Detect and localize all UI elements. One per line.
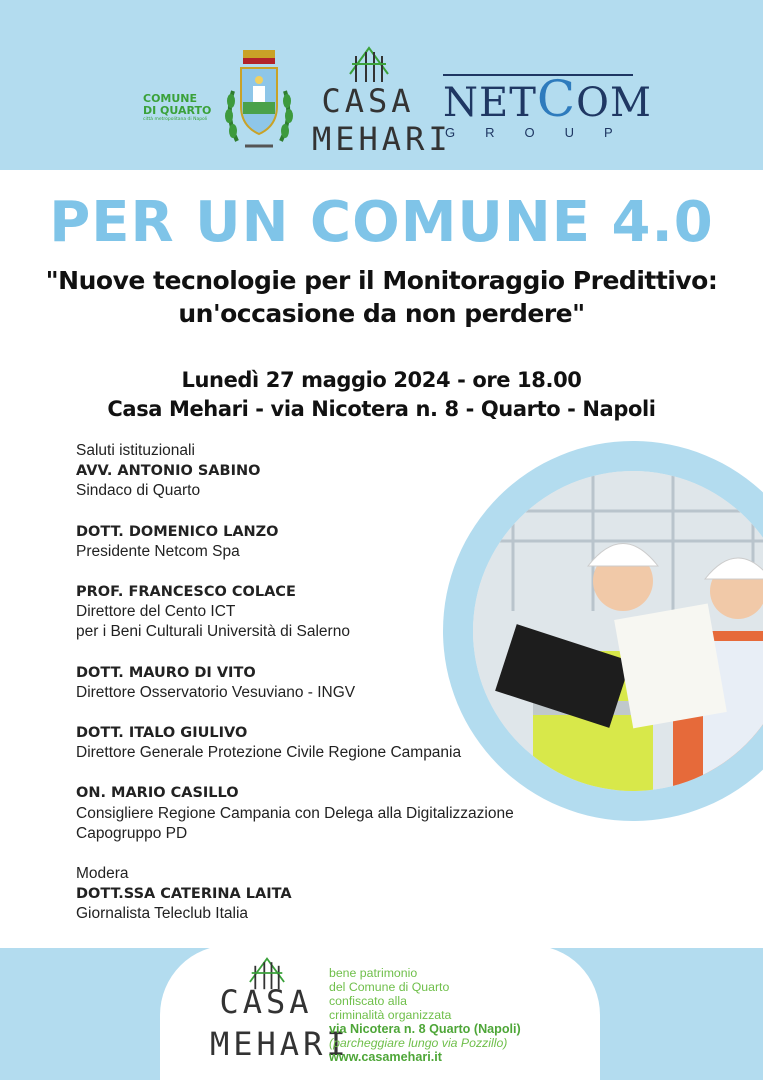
comune-name-line2: DI QUARTO [143,104,212,117]
speakers-list [76,441,576,945]
date-line: Lunedì 27 maggio 2024 - ore 18.00 [181,368,582,392]
subtitle-line1: "Nuove tecnologie per il Monitoraggio Predittivo: [45,266,718,295]
footer-address: via Nicotera n. 8 Quarto (Napoli) [329,1022,521,1036]
speaker-name: DOTT. DOMENICO LANZO [76,523,279,540]
subtitle-line2: un'occasione da non perdere" [178,299,585,328]
netcom-c: C [536,70,577,128]
netcom-group-logo [443,70,652,150]
moderator-role: Giornalista Teleclub Italia [76,905,249,923]
speaker-name: ON. MARIO CASILLO [76,785,239,802]
footer-desc: del Comune di Quarto [329,980,450,994]
footer-casa-line1: CASA [219,983,313,1021]
speaker-name: PROF. FRANCESCO COLACE [76,584,296,601]
moderator-name: DOTT.SSA CATERINA LAITA [76,886,292,903]
footer-desc: bene patrimonio [329,966,418,980]
comune-logo-text [143,93,233,123]
casa-mehari-logo [312,44,452,160]
netcom-group-text: GROUP [445,125,643,140]
coat-of-arms-icon [223,46,295,156]
event-datetime [0,366,763,424]
footer-website-link[interactable]: www.casamehari.it [329,1050,442,1064]
speaker-block [76,723,576,763]
footer-casa-line2: MEHARI [210,1025,350,1063]
footer-casa-mehari-logo [210,955,350,1071]
speaker-block [76,663,576,703]
netcom-wordmark [443,70,652,128]
speaker-block [76,783,576,844]
speaker-role: Consigliere Regione Campania con Delega alla Digitalizzazione [76,804,514,822]
footer-info [329,966,589,1064]
footer-desc: confiscato alla [329,994,407,1008]
speaker-intro: Saluti istituzionali [76,442,195,459]
speaker-block [76,522,576,562]
speaker-name: DOTT. MAURO DI VITO [76,664,256,681]
venue-line: Casa Mehari - via Nicotera n. 8 - Quarto - Napoli [107,397,656,421]
netcom-prefix: NET [443,80,537,126]
speaker-role: Sindaco di Quarto [76,482,201,500]
netcom-suffix: OM [576,80,652,126]
event-subtitle [40,264,723,330]
house-frame-icon [346,44,392,84]
moderator-intro: Modera [76,865,129,883]
page-title: PER UN COMUNE 4.0 [49,190,714,255]
footer-desc: criminalità organizzata [329,1008,452,1022]
footer-parking-note: (parcheggiare lungo via Pozzillo) [329,1036,508,1050]
speaker-block [76,582,576,643]
speaker-role: Direttore Generale Protezione Civile Regione Campania [76,744,462,762]
speaker-role: Capogruppo PD [76,824,188,842]
speaker-name: AVV. ANTONIO SABINO [76,463,261,480]
speaker-name: DOTT. ITALO GIULIVO [76,725,248,742]
comune-name-line1: COMUNE [143,92,198,105]
speaker-block [76,441,576,502]
comune-sub: città metropolitana di Napoli [143,117,208,122]
comune-di-quarto-logo [143,46,295,156]
speaker-role: Direttore del Cento ICT [76,603,236,621]
speaker-role: Direttore Osservatorio Vesuviano - INGV [76,683,356,701]
casa-logo-line1: CASA [321,82,415,120]
moderator-block [76,864,576,925]
speaker-role: per i Beni Culturali Università di Salerno [76,623,350,641]
speaker-role: Presidente Netcom Spa [76,542,240,560]
casa-logo-line2: MEHARI [312,120,452,158]
